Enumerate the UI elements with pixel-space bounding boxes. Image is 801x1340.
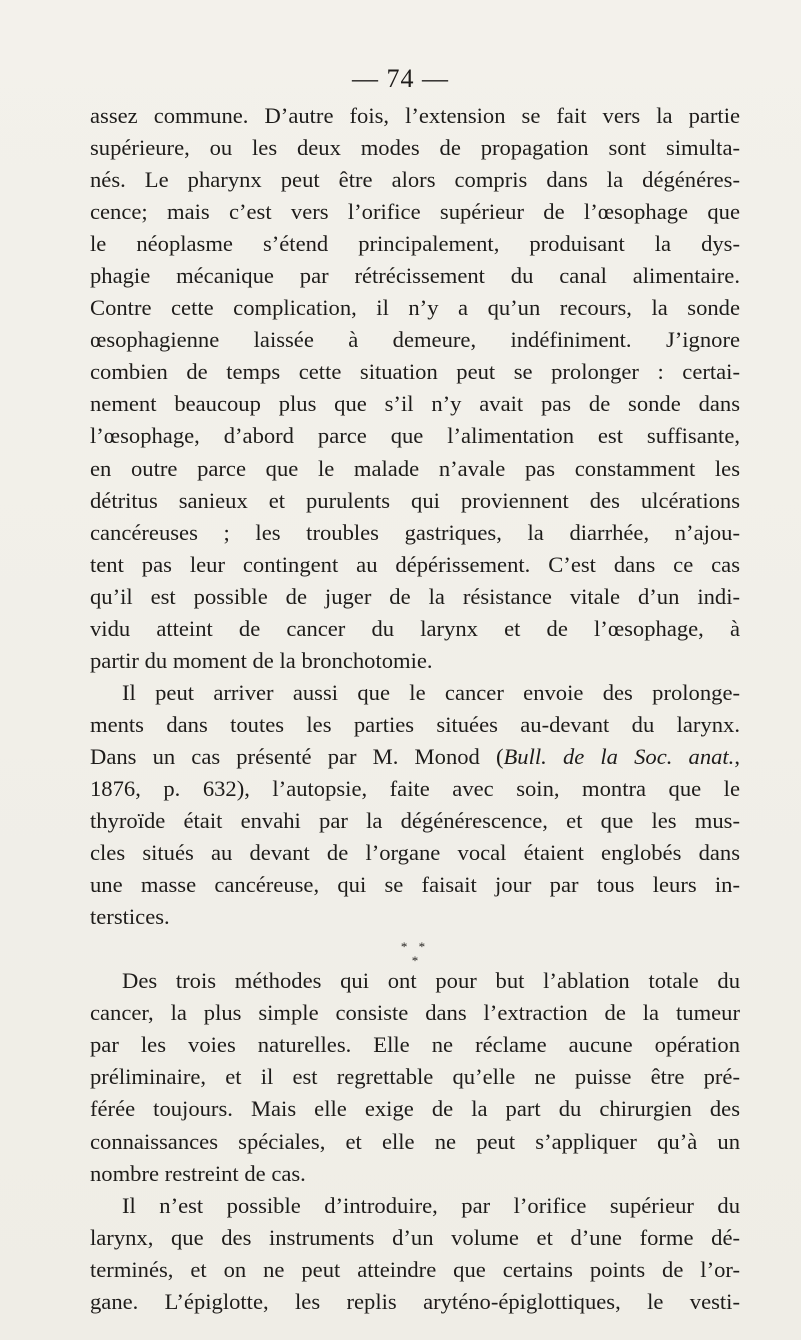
text-line: terminés, et on ne peut atteindre que certains points de l’or- (90, 1256, 740, 1282)
citation-journal: Bull. de la Soc. anat. (503, 743, 735, 769)
asterism-top: * * (400, 939, 430, 955)
text-line: partir du moment de la bronchotomie. (90, 647, 433, 673)
asterism-bottom: * (411, 953, 419, 969)
text-line: nombre restreint de cas. (90, 1160, 306, 1186)
text-line: combien de temps cette situation peut se prolonger : certai- (90, 359, 740, 385)
text-line: cence; mais c’est vers l’orifice supérieur de l’œsophage que (90, 199, 740, 225)
text-line: 1876, p. 632), l’autopsie, faite avec soin, montra que le (90, 775, 740, 801)
page-number: — 74 — (352, 64, 449, 93)
text-line: en outre parce que le malade n’avale pas constamment les (90, 455, 740, 481)
text-line: par les voies naturelles. Elle ne réclame aucune opération (90, 1032, 740, 1058)
text-line: œsophagienne laissée à demeure, indéfiniment. J’ignore (90, 327, 740, 353)
text-line: Des trois méthodes qui ont pour but l’ablation totale du (122, 968, 740, 994)
text-line: nement beaucoup plus que s’il n’y avait pas de sonde dans (90, 391, 740, 417)
text-line: thyroïde était envahi par la dégénérescence, et que les mus- (90, 808, 740, 834)
asterism-separator (90, 933, 740, 969)
text-line: terstices. (90, 904, 170, 930)
text-line: Il n’est possible d’introduire, par l’orifice supérieur du (122, 1192, 740, 1218)
text-line: préliminaire, et il est regrettable qu’elle ne puisse être pré- (90, 1064, 740, 1090)
text-line: phagie mécanique par rétrécissement du canal alimentaire. (90, 263, 740, 289)
text-line: tent pas leur contingent au dépérissement. C’est dans ce cas (90, 551, 740, 577)
citation-suffix: , (734, 743, 740, 769)
text-line: férée toujours. Mais elle exige de la part du chirurgien des (90, 1096, 740, 1122)
citation-prefix: Dans un cas présenté par M. Monod ( (90, 743, 504, 769)
text-line: gane. L’épiglotte, les replis aryténo-épiglottiques, le vesti- (90, 1288, 740, 1314)
text-line: cancer, la plus simple consiste dans l’extraction de la tumeur (90, 1000, 740, 1026)
text-line: qu’il est possible de juger de la résistance vitale d’un indi- (90, 583, 740, 609)
text-line: le néoplasme s’étend principalement, produisant la dys- (90, 231, 740, 257)
text-line: vidu atteint de cancer du larynx et de l’œsophage, à (90, 615, 740, 641)
text-line: larynx, que des instruments d’un volume et d’une forme dé- (90, 1224, 740, 1250)
text-line: assez commune. D’autre fois, l’extension se fait vers la partie (90, 103, 740, 128)
text-line: une masse cancéreuse, qui se faisait jour par tous leurs in- (90, 872, 740, 898)
text-line: Contre cette complication, il n’y a qu’un recours, la sonde (90, 295, 740, 321)
body-text (90, 100, 740, 1318)
text-line: cancéreuses ; les troubles gastriques, la diarrhée, n’ajou- (90, 519, 740, 545)
text-line: supérieure, ou les deux modes de propagation sont simulta- (90, 135, 740, 161)
text-line: cles situés au devant de l’organe vocal étaient englobés dans (90, 840, 740, 866)
text-line: l’œsophage, d’abord parce que l’alimentation est suffisante, (90, 423, 740, 449)
text-line: ments dans toutes les parties situées au-devant du larynx. (90, 711, 740, 737)
text-line: nés. Le pharynx peut être alors compris dans la dégénéres- (90, 167, 740, 193)
text-line: détritus sanieux et purulents qui proviennent des ulcérations (90, 487, 740, 513)
text-line: connaissances spéciales, et elle ne peut s’appliquer qu’à un (90, 1128, 740, 1154)
text-line: Il peut arriver aussi que le cancer envoie des prolonge- (122, 679, 740, 705)
text-line-with-citation (90, 741, 740, 773)
